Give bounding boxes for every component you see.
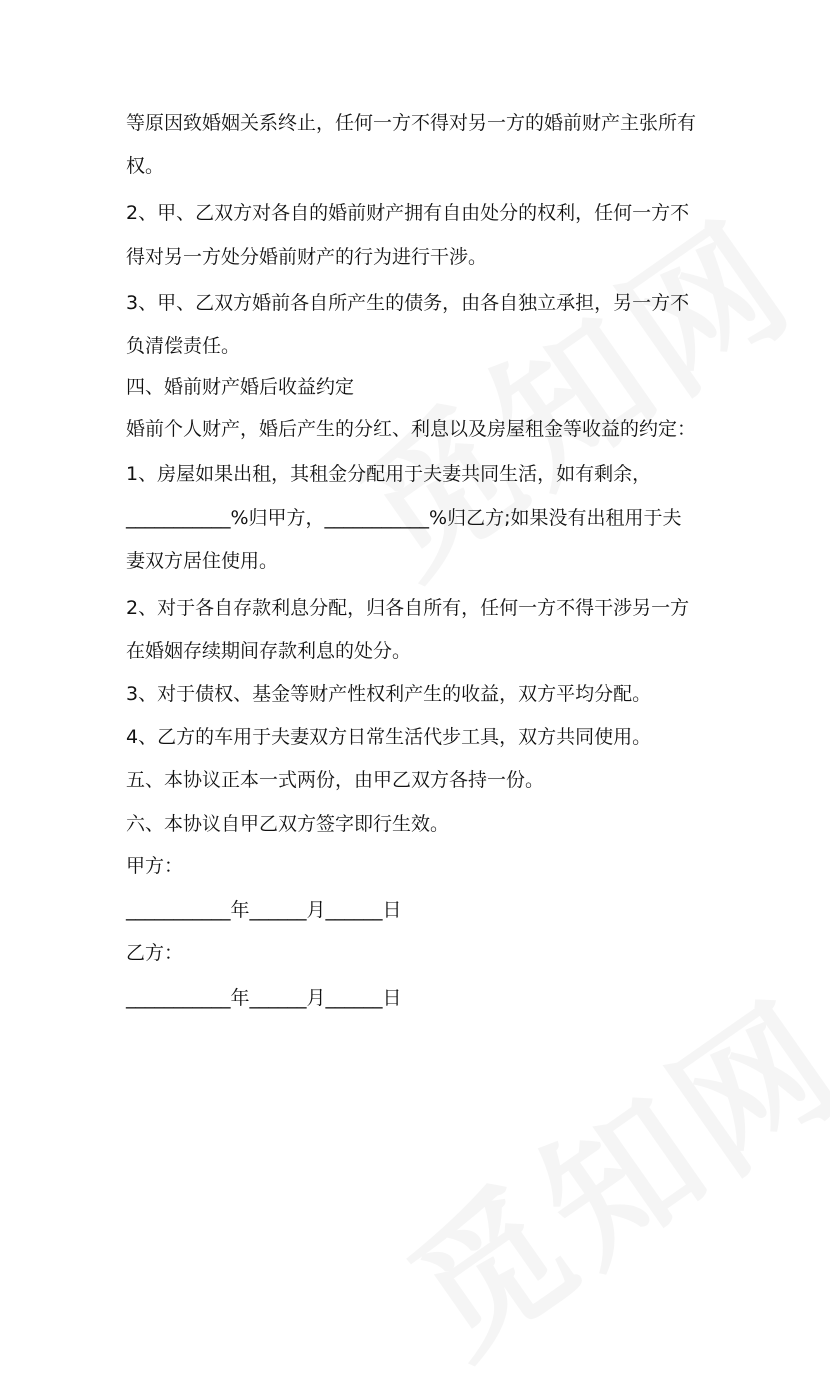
party-a-label: 甲方： — [126, 855, 184, 877]
paragraph-line: 得对另一方处分婚前财产的行为进行干涉。 — [126, 246, 488, 268]
paragraph-line: 2、甲、乙双方对各自的婚前财产拥有自由处分的权利，任何一方不 — [126, 202, 690, 224]
party-a-date-line: ___________年______月______日 — [126, 899, 402, 921]
section-heading: 六、本协议自甲乙双方签字即行生效。 — [126, 813, 450, 835]
party-b-label: 乙方： — [126, 942, 184, 964]
paragraph-line: 等原因致婚姻关系终止，任何一方不得对另一方的婚前财产主张所有 — [126, 112, 697, 134]
paragraph-line: 4、乙方的车用于夫妻双方日常生活代步工具，双方共同使用。 — [126, 726, 652, 748]
watermark — [311, 162, 828, 614]
party-b-date-line: ___________年______月______日 — [126, 987, 402, 1009]
paragraph-line: 3、对于债权、基金等财产性权利产生的收益，双方平均分配。 — [126, 683, 652, 705]
watermark — [361, 942, 830, 1394]
paragraph-line: 2、对于各自存款利息分配，归各自所有，任何一方不得干涉另一方 — [126, 597, 690, 619]
section-heading: 五、本协议正本一式两份，由甲乙双方各持一份。 — [126, 769, 545, 791]
paragraph-line: 负清偿责任。 — [126, 335, 241, 357]
paragraph-line: 权。 — [126, 155, 165, 177]
section-heading: 四、婚前财产婚后收益约定 — [126, 376, 355, 398]
paragraph-line: 妻双方居住使用。 — [126, 550, 279, 572]
paragraph-line: 在婚姻存续期间存款利息的处分。 — [126, 640, 412, 662]
paragraph-line: ___________%归甲方，___________%归乙方;如果没有出租用于夫 — [126, 507, 682, 529]
paragraph-line: 婚前个人财产，婚后产生的分红、利息以及房屋租金等收益的约定： — [126, 418, 697, 440]
paragraph-line: 1、房屋如果出租，其租金分配用于夫妻共同生活，如有剩余， — [126, 463, 652, 485]
paragraph-line: 3、甲、乙双方婚前各自所产生的债务，由各自独立承担，另一方不 — [126, 292, 690, 314]
